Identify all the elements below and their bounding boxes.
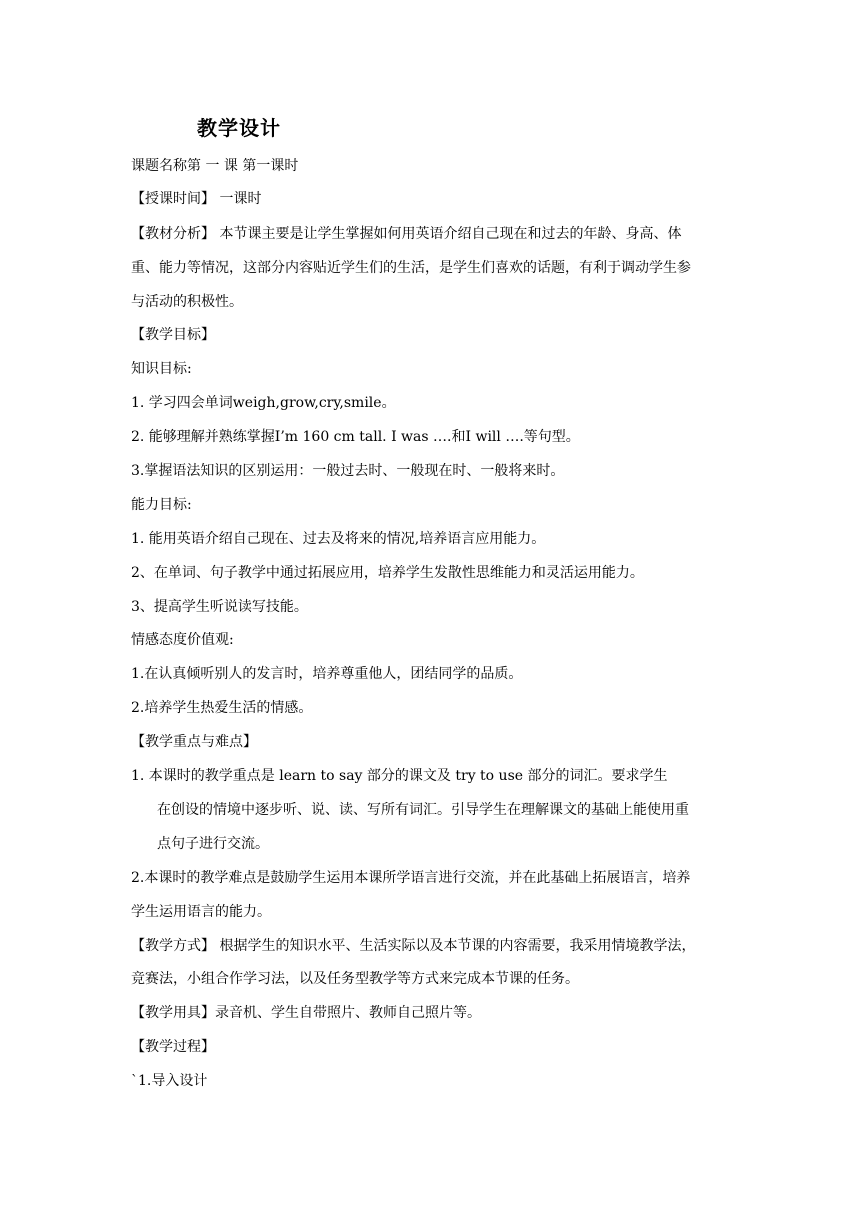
ability-goal-3: 3、提高学生听说读写技能。 [131, 599, 308, 615]
key-point-2-line-1: 2.本课时的教学难点是鼓励学生运用本课所学语言进行交流，并在此基础上拓展语言，培养 [131, 870, 691, 886]
material-analysis-line-1: 【教材分析】 本节课主要是让学生掌握如何用英语介绍自己现在和过去的年龄、身高、体 [131, 226, 682, 242]
key-point-2-line-2: 学生运用语言的能力。 [131, 904, 271, 920]
key-points-heading: 【教学重点与难点】 [131, 734, 257, 750]
ability-goal-2: 2、在单词、句子教学中通过拓展应用，培养学生发散性思维能力和灵活运用能力。 [131, 565, 644, 581]
key-point-1-line-3: 点句子进行交流。 [157, 836, 269, 852]
knowledge-goal-2: 2. 能够理解并熟练掌握I’m 160 cm tall. I was ….和I will ….等句型。 [131, 429, 580, 445]
lesson-name-line: 课题名称第 一 课 第一课时 [131, 158, 299, 174]
class-time-line: 【授课时间】 一课时 [131, 191, 262, 207]
material-analysis-line-2: 重、能力等情况，这部分内容贴近学生们的生活，是学生们喜欢的话题，有利于调动学生参 [131, 260, 691, 276]
emotion-goals-heading: 情感态度价值观: [131, 632, 234, 648]
knowledge-goals-heading: 知识目标: [131, 361, 192, 377]
intro-design-line: `1.导入设计 [131, 1073, 208, 1089]
key-point-1-line-2: 在创设的情境中逐步听、说、读、写所有词汇。引导学生在理解课文的基础上能使用重 [157, 802, 689, 818]
teaching-goals-heading: 【教学目标】 [131, 327, 215, 343]
ability-goals-heading: 能力目标: [131, 497, 192, 513]
ability-goal-1: 1. 能用英语介绍自己现在、过去及将来的情况,培养语言应用能力。 [131, 531, 546, 547]
emotion-goal-1: 1.在认真倾听别人的发言时，培养尊重他人，团结同学的品质。 [131, 666, 523, 682]
teaching-process-heading: 【教学过程】 [131, 1039, 215, 1055]
document-title: 教学设计 [197, 116, 281, 140]
knowledge-goal-3: 3.掌握语法知识的区别运用：一般过去时、一般现在时、一般将来时。 [131, 463, 565, 479]
teaching-tools-line: 【教学用具】录音机、学生自带照片、教师自己照片等。 [131, 1005, 481, 1021]
knowledge-goal-1: 1. 学习四会单词weigh,grow,cry,smile。 [131, 395, 396, 411]
material-analysis-line-3: 与活动的积极性。 [131, 294, 243, 310]
teaching-method-line-1: 【教学方式】 根据学生的知识水平、生活实际以及本节课的内容需要，我采用情境教学法， [131, 938, 696, 954]
teaching-method-line-2: 竞赛法，小组合作学习法，以及任务型教学等方式来完成本节课的任务。 [131, 971, 579, 987]
emotion-goal-2: 2.培养学生热爱生活的情感。 [131, 700, 313, 716]
key-point-1-line-1: 1. 本课时的教学重点是 learn to say 部分的课文及 try to use 部分的词汇。要求学生 [131, 768, 668, 784]
